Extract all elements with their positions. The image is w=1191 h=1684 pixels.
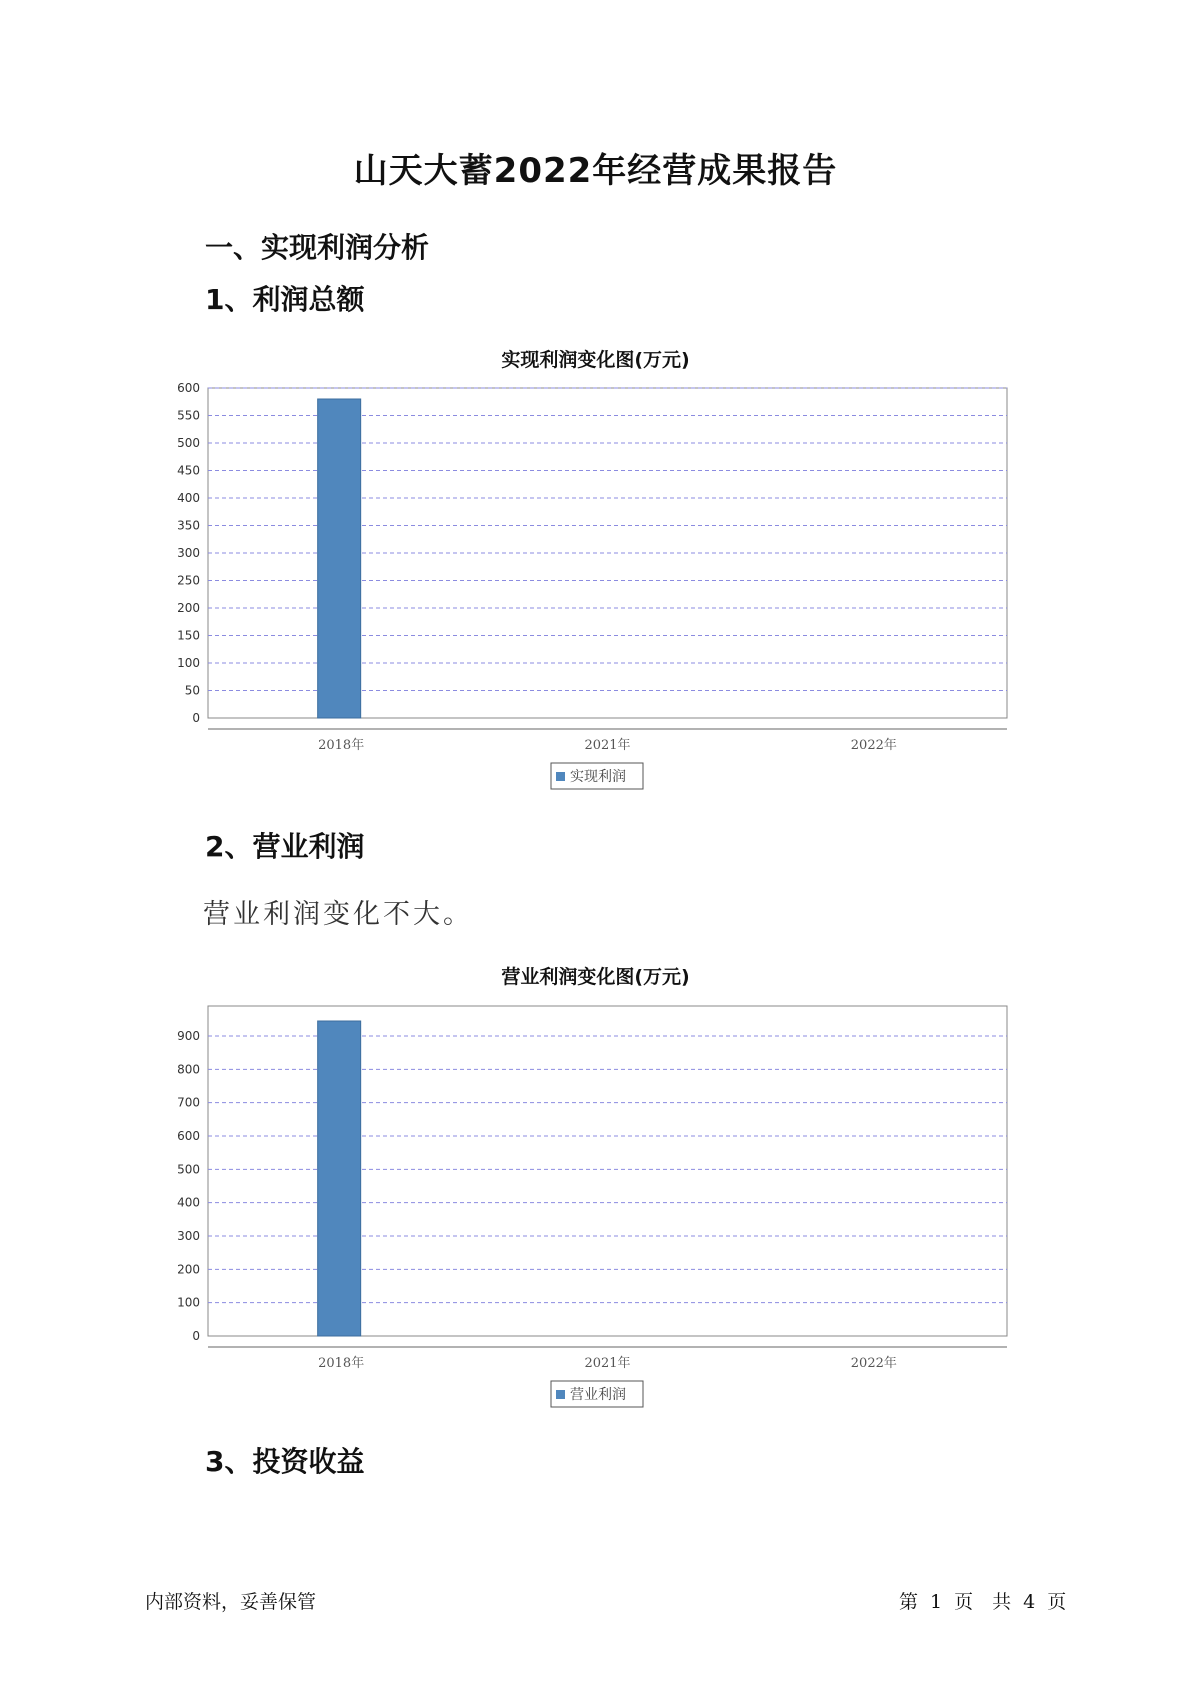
- y-tick-label: 200: [177, 1262, 200, 1277]
- page-title: 山天大蓄2022年经营成果报告: [353, 151, 838, 191]
- x-tick-label: 2022年: [850, 1356, 897, 1371]
- subheading-operating-profit: 2、营业利润: [205, 830, 365, 863]
- y-tick-label: 100: [177, 656, 200, 670]
- footer-confidential-note: 内部资料，妥善保管: [145, 1591, 317, 1613]
- x-tick-label: 2018年: [318, 1356, 365, 1371]
- section-heading-profit-analysis: 一、实现利润分析: [205, 231, 430, 264]
- y-tick-label: 600: [177, 1129, 200, 1143]
- chart-realized-profit: [0, 360, 1191, 800]
- legend-swatch: [556, 772, 565, 781]
- y-tick-label: 200: [177, 601, 200, 615]
- chart-title-operating-profit: 营业利润变化图(万元): [501, 966, 690, 988]
- x-tick-label: 2022年: [850, 738, 897, 753]
- y-tick-label: 50: [184, 683, 200, 698]
- x-tick-label: 2018年: [318, 738, 365, 753]
- legend-swatch: [556, 1390, 565, 1399]
- y-tick-label: 500: [177, 1162, 200, 1177]
- y-tick-label: 550: [177, 408, 200, 423]
- page-current: 1: [930, 1591, 943, 1613]
- x-tick-label: 2021年: [584, 1356, 631, 1371]
- subheading-investment-income: 3、投资收益: [205, 1445, 365, 1478]
- subheading-total-profit: 1、利润总额: [205, 283, 365, 316]
- footer-page-number: [893, 1587, 1072, 1614]
- y-tick-label: 400: [177, 491, 200, 505]
- page-mid: 页 共: [954, 1591, 1012, 1613]
- y-tick-label: 900: [177, 1029, 200, 1043]
- legend-label: 营业利润: [570, 1387, 626, 1403]
- y-tick-label: 450: [177, 463, 200, 478]
- y-tick-label: 0: [192, 1329, 200, 1343]
- y-tick-label: 600: [177, 381, 200, 395]
- x-tick-label: 2021年: [584, 738, 631, 753]
- y-tick-label: 700: [177, 1095, 200, 1110]
- chart-operating-profit: [0, 978, 1191, 1418]
- chart-title-realized-profit: 实现利润变化图(万元): [501, 349, 690, 371]
- bar-2018年: [318, 399, 361, 718]
- y-tick-label: 150: [177, 628, 200, 643]
- y-tick-label: 350: [177, 518, 200, 533]
- page-total: 4: [1023, 1591, 1036, 1613]
- y-tick-label: 800: [177, 1062, 200, 1077]
- y-tick-label: 100: [177, 1295, 200, 1310]
- page-suffix: 页: [1047, 1591, 1067, 1613]
- y-tick-label: 500: [177, 436, 200, 450]
- y-tick-label: 0: [192, 711, 200, 725]
- bar-2018年: [318, 1021, 361, 1336]
- y-tick-label: 300: [177, 1229, 200, 1243]
- y-tick-label: 300: [177, 546, 200, 560]
- legend-label: 实现利润: [570, 769, 626, 785]
- y-tick-label: 250: [177, 573, 200, 588]
- y-tick-label: 400: [177, 1195, 200, 1210]
- paragraph-operating-profit: 营业利润变化不大。: [203, 899, 473, 930]
- page-prefix: 第: [899, 1591, 919, 1613]
